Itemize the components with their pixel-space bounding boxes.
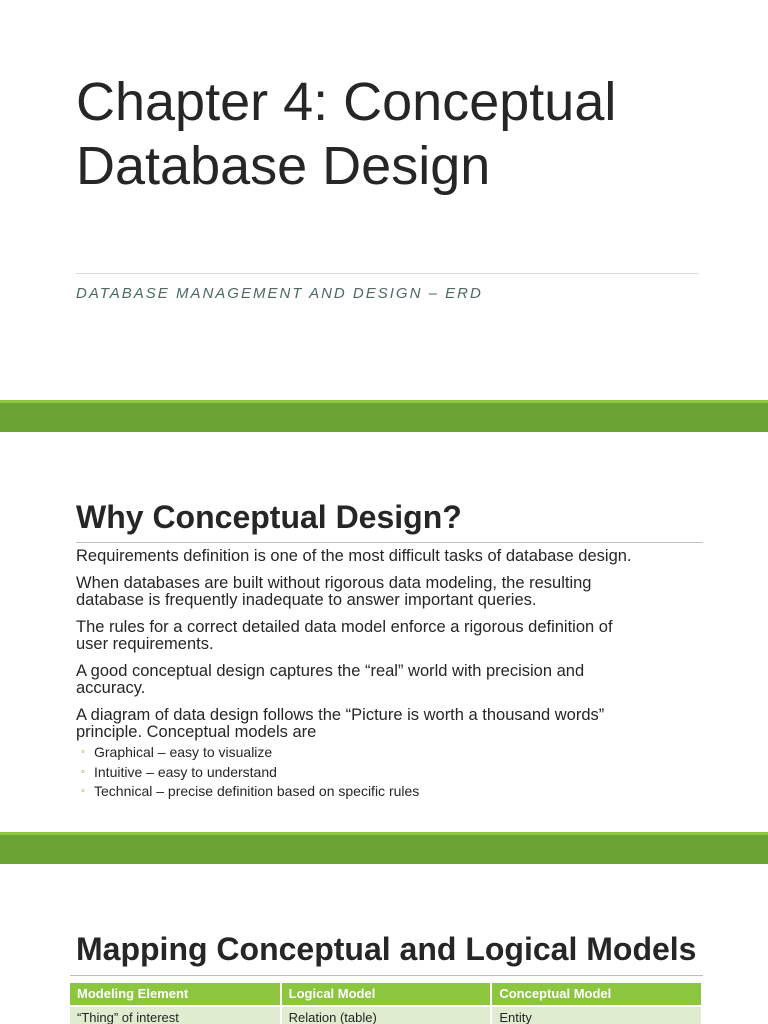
table-row	[70, 1006, 702, 1024]
body-paragraph	[76, 548, 716, 565]
mapping-models-slide	[0, 864, 768, 1024]
paragraph-line: principle. Conceptual models are	[76, 723, 317, 741]
slide-separator-band	[0, 832, 768, 864]
slide-body	[76, 546, 716, 802]
column-header-logical-model: Logical Model	[281, 983, 492, 1006]
bullet-item	[76, 763, 716, 783]
column-header-modeling-element: Modeling Element	[70, 983, 281, 1006]
circle-bullet-icon: ◦	[81, 785, 85, 797]
table-header-row	[70, 983, 702, 1006]
bullet-text: Technical – precise definition based on specific rules	[94, 783, 420, 799]
title-divider	[76, 542, 703, 543]
body-paragraph	[76, 663, 716, 697]
slide-title: Mapping Conceptual and Logical Models	[76, 931, 697, 967]
paragraph-line: accuracy.	[76, 679, 146, 697]
chapter-title-line-1: Chapter 4: Conceptual	[76, 72, 617, 132]
title-divider	[70, 975, 703, 976]
body-paragraph	[76, 575, 716, 609]
circle-bullet-icon: ◦	[81, 765, 85, 778]
body-paragraph	[76, 707, 716, 741]
table-cell: “Thing” of interest	[70, 1006, 281, 1024]
bullet-item	[76, 782, 716, 802]
paragraph-line: When databases are built without rigorous data modeling, the resulting	[76, 574, 592, 592]
title-divider	[76, 273, 698, 274]
slide-separator-band	[0, 400, 768, 432]
paragraph-line: A good conceptual design captures the “real” world with precision and	[76, 662, 585, 680]
why-conceptual-design-slide	[0, 432, 768, 832]
bullet-text: Intuitive – easy to understand	[94, 763, 277, 780]
bullet-text: Graphical – easy to visualize	[94, 744, 273, 760]
slide-title: Why Conceptual Design?	[76, 499, 462, 535]
body-paragraph	[76, 619, 716, 653]
paragraph-line: database is frequently inadequate to answer important queries.	[76, 591, 537, 609]
mapping-table	[70, 983, 703, 1024]
title-slide	[0, 0, 768, 400]
table-cell: Entity	[491, 1006, 702, 1024]
circle-bullet-icon: ◦	[81, 746, 85, 758]
chapter-subtitle: DATABASE MANAGEMENT AND DESIGN – ERD	[76, 285, 483, 302]
chapter-title-line-2: Database Design	[76, 136, 491, 196]
paragraph-line: A diagram of data design follows the “Picture is worth a thousand words”	[76, 706, 605, 724]
paragraph-line: Requirements definition is one of the most difficult tasks of database design.	[76, 547, 632, 565]
paragraph-line: user requirements.	[76, 635, 214, 653]
chapter-title	[76, 70, 736, 198]
table-cell: Relation (table)	[281, 1006, 492, 1024]
column-header-conceptual-model: Conceptual Model	[491, 983, 702, 1006]
paragraph-line: The rules for a correct detailed data model enforce a rigorous definition of	[76, 618, 613, 636]
bullet-item	[76, 743, 716, 763]
bullet-list	[76, 743, 716, 802]
